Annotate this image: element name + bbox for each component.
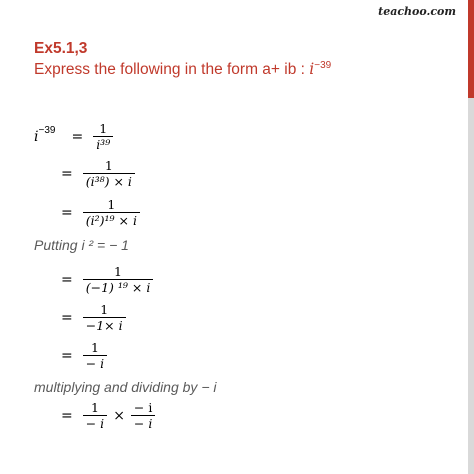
times-sign: × xyxy=(113,407,125,424)
step-1 xyxy=(34,121,113,152)
denominator: − i xyxy=(83,415,107,431)
numerator: 1 xyxy=(90,340,99,355)
equals-sign: = xyxy=(61,407,73,424)
fraction-left xyxy=(83,400,107,431)
step-4 xyxy=(61,264,153,295)
lhs-base: i xyxy=(34,128,39,145)
equals-sign: = xyxy=(61,309,73,326)
fraction xyxy=(83,158,135,189)
equals-sign: = xyxy=(71,128,84,145)
numerator: − i xyxy=(133,400,153,415)
note-multiplying: multiplying and dividing by − i xyxy=(34,379,217,395)
denominator: (i²)¹⁹ × i xyxy=(83,212,140,228)
denominator: − i xyxy=(83,355,107,371)
step-5 xyxy=(61,302,126,333)
denominator: i³⁹ xyxy=(93,136,113,152)
denominator: −1× i xyxy=(83,317,126,333)
question-text xyxy=(34,60,331,79)
fraction-right xyxy=(131,400,155,431)
lhs-exponent: −39 xyxy=(38,125,56,136)
fraction xyxy=(83,340,107,371)
exercise-title: Ex5.1,3 xyxy=(34,40,88,57)
fraction xyxy=(83,197,140,228)
question-expr-exponent: −39 xyxy=(314,60,332,71)
denominator: (i³⁸) × i xyxy=(83,173,135,189)
step-7 xyxy=(61,400,155,431)
question-label: Express the following in the form a+ ib : xyxy=(34,61,310,78)
denominator: (−1) ¹⁹ × i xyxy=(83,279,154,295)
numerator: 1 xyxy=(107,197,116,212)
watermark: teachoo.com xyxy=(378,5,456,18)
numerator: 1 xyxy=(99,121,108,136)
equals-sign: = xyxy=(61,204,73,221)
step-6 xyxy=(61,340,107,371)
step-3 xyxy=(61,197,140,228)
denominator: − i xyxy=(131,415,155,431)
fraction xyxy=(93,121,113,152)
step-2 xyxy=(61,158,135,189)
numerator: 1 xyxy=(100,302,109,317)
numerator: 1 xyxy=(114,264,122,279)
numerator: 1 xyxy=(90,400,99,415)
equals-sign: = xyxy=(61,347,73,364)
equals-sign: = xyxy=(61,165,73,182)
question-expr-base: i xyxy=(309,60,315,78)
side-bar-accent xyxy=(468,0,474,98)
note-putting: Putting i ² = − 1 xyxy=(34,237,129,253)
fraction xyxy=(83,302,126,333)
fraction xyxy=(83,264,154,295)
numerator: 1 xyxy=(104,158,113,173)
equals-sign: = xyxy=(61,271,73,288)
